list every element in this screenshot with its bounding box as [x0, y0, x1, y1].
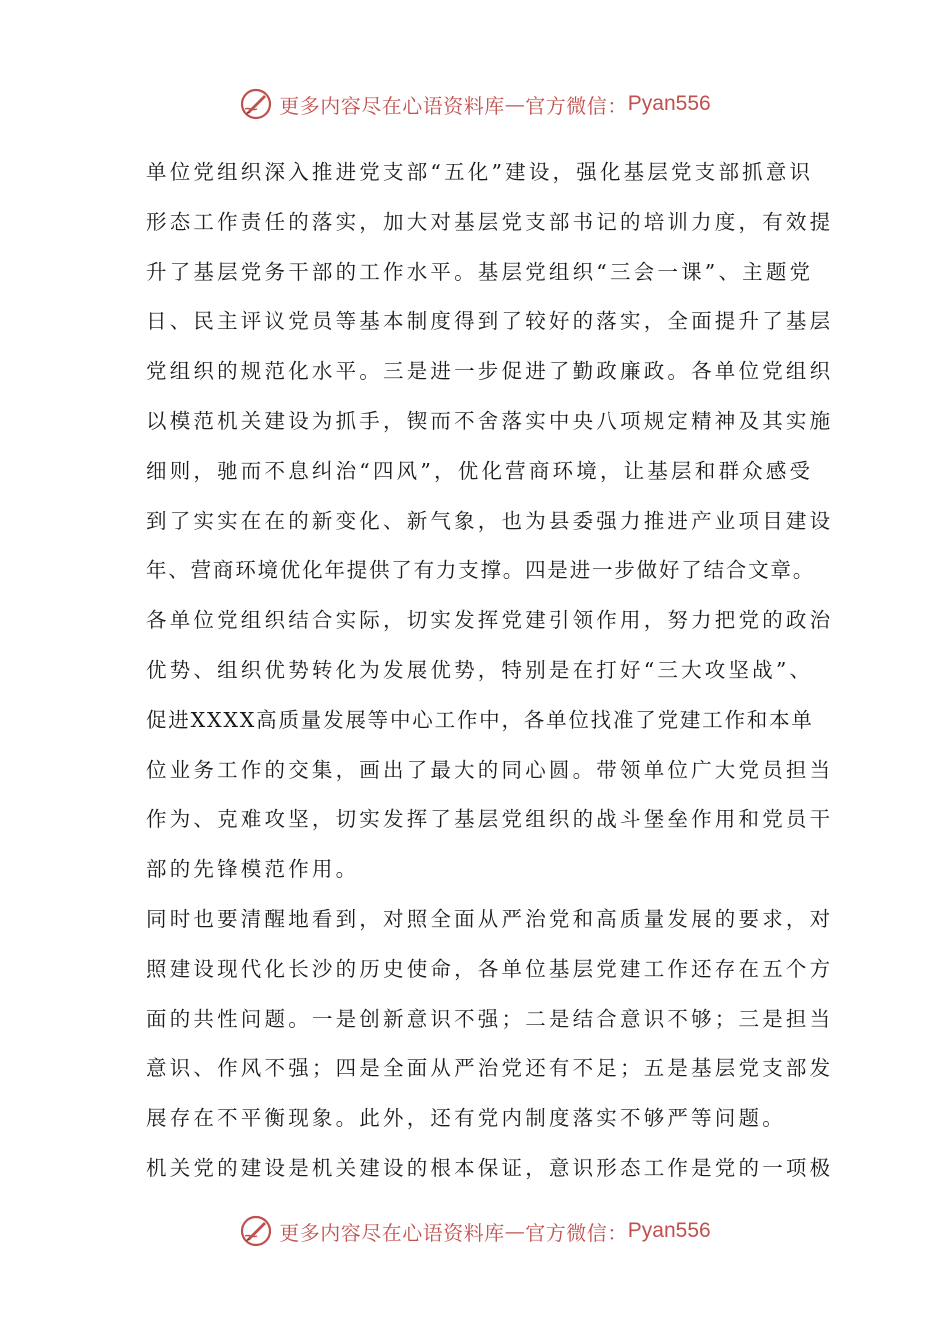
banner-text: 更多内容尽在心语资料库 [279, 93, 505, 118]
banner-wechat-id: Pyan556 [627, 1219, 711, 1242]
text-line: 同时也要清醒地看到，对照全面从严治党和高质量发展的要求，对 [146, 906, 834, 931]
text-line: 升了基层党务干部的工作水平。基层党组织“三会一课”、主题党 [146, 259, 814, 284]
banner-wechat-id: Pyan556 [627, 92, 711, 115]
text-line: 优势、组织优势转化为发展优势，特别是在打好“三大攻坚战”、 [146, 657, 814, 682]
text-line: 展存在不平衡现象。此外，还有党内制度落实不够严等问题。 [146, 1106, 786, 1131]
text-line: 促进XXXX高质量发展等中心工作中，各单位找准了党建工作和本单 [146, 707, 814, 732]
text-line: 日、民主评议党员等基本制度得到了较好的落实，全面提升了基层 [146, 309, 834, 334]
text-line: 到了实实在在的新变化、新气象，也为县委强力推进产业项目建设 [146, 508, 834, 533]
text-line: 形态工作责任的落实，加大对基层党支部书记的培训力度，有效提 [146, 209, 834, 234]
document-body [146, 148, 834, 1194]
text-line: 年、营商环境优化年提供了有力支撑。四是进一步做好了结合文章。 [146, 558, 815, 583]
banner-wechat-label: 官方微信： [525, 93, 628, 118]
banner-wechat-label: 官方微信： [525, 1220, 628, 1245]
text-line: 单位党组织深入推进党支部“五化”建设，强化基层党支部抓意识 [146, 160, 814, 184]
text-line: 以模范机关建设为抓手，锲而不舍落实中央八项规定精神及其实施 [146, 408, 834, 433]
banner-dash: — [504, 1219, 526, 1243]
pen-logo-icon [239, 1214, 273, 1248]
text-line: 意识、作风不强；四是全面从严治党还有不足；五是基层党支部发 [146, 1056, 834, 1081]
text-line: 作为、克难攻坚，切实发挥了基层党组织的战斗堡垒作用和党员干 [146, 807, 834, 832]
text-line: 细则，驰而不息纠治“四风”，优化营商环境，让基层和群众感受 [146, 458, 814, 483]
banner-text: 更多内容尽在心语资料库 [279, 1220, 505, 1245]
text-line: 机关党的建设是机关建设的根本保证，意识形态工作是党的一项极 [146, 1155, 834, 1180]
text-line: 照建设现代化长沙的历史使命，各单位基层党建工作还存在五个方 [146, 956, 834, 981]
text-line: 党组织的规范化水平。三是进一步促进了勤政廉政。各单位党组织 [146, 359, 834, 384]
header-banner [0, 84, 950, 124]
banner-dash: — [504, 92, 526, 116]
pen-logo-icon [239, 87, 273, 121]
text-line: 部的先锋模范作用。 [146, 857, 360, 882]
text-line: 位业务工作的交集，画出了最大的同心圆。带领单位广大党员担当 [146, 757, 834, 782]
footer-banner [0, 1211, 950, 1251]
text-line: 面的共性问题。一是创新意识不强；二是结合意识不够；三是担当 [146, 1006, 834, 1031]
text-line: 各单位党组织结合实际，切实发挥党建引领作用，努力把党的政治 [146, 608, 834, 633]
